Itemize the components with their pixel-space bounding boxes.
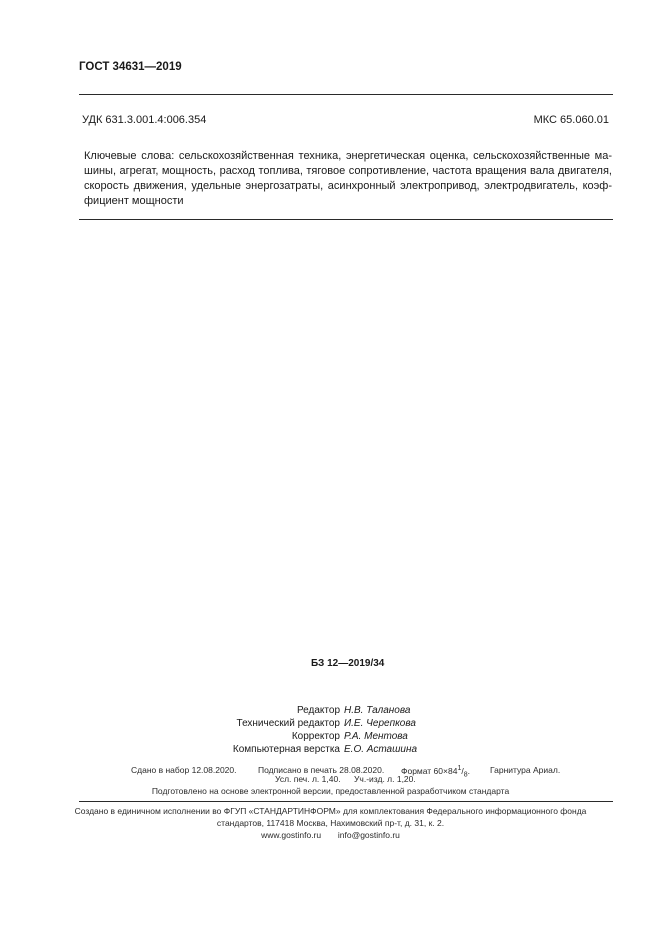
credit-name: И.Е. Черепкова <box>344 718 416 729</box>
document-code: ГОСТ 34631—2019 <box>79 61 182 73</box>
imprint-typeface: Гарнитура Ариал. <box>490 765 561 775</box>
keywords-divider <box>79 219 613 220</box>
format-denominator: 8 <box>463 771 468 779</box>
format-slash: / <box>461 765 464 776</box>
footer-address: стандартов, 117418 Москва, Нахимовский пр-т, д. 31, к. 2. <box>216 818 445 828</box>
mks-code: МКС 65.060.01 <box>533 114 609 126</box>
format-prefix: Формат 60×84 <box>401 765 458 776</box>
credit-name: Е.О. Асташина <box>344 744 418 755</box>
credit-role: Технический редактор <box>236 718 340 729</box>
keywords-line: фициент мощности <box>84 195 184 207</box>
footer-line: Создано в единичном исполнении во ФГУП «СТАНДАРТИНФОРМ» для комплектования Федерального информационного фонда <box>74 806 587 816</box>
imprint-pub-sheets: Уч.-изд. л. 1,20. <box>354 774 416 784</box>
imprint-submitted: Сдано в набор 12.08.2020. <box>131 765 237 775</box>
credit-name: Н.В. Таланова <box>344 705 411 716</box>
bz-number: БЗ 12—2019/34 <box>311 658 385 669</box>
top-divider <box>79 94 613 95</box>
imprint-signed: Подписано в печать 28.08.2020. <box>258 765 385 775</box>
credit-name: Р.А. Ментова <box>344 731 408 742</box>
keywords-line: скорость движения, удельные энергозатраты, асинхронный электропривод, электродвигатель, коэф- <box>84 180 612 192</box>
imprint-print-sheets: Усл. печ. л. 1,40. <box>275 774 341 784</box>
website-link[interactable]: www.gostinfo.ru <box>261 830 322 840</box>
keywords-line: Ключевые слова: сельскохозяйственная техника, энергетическая оценка, сельскохозяйственные ма- <box>84 150 612 162</box>
footer-contacts <box>0 830 661 840</box>
credit-role: Компьютерная верстка <box>232 744 340 755</box>
udk-code: УДК 631.3.001.4:006.354 <box>82 114 207 126</box>
credit-role: Редактор <box>296 705 340 716</box>
keywords-paragraph <box>84 149 612 209</box>
format-suffix: . <box>467 765 470 776</box>
footer-divider <box>79 801 613 802</box>
credit-role: Корректор <box>291 731 340 742</box>
keywords-line: шины, агрегат, мощность, расход топлива, тяговое сопротивление, частота вращения вала двигателя, <box>84 165 612 177</box>
format-numerator: 1 <box>457 765 462 772</box>
email-link[interactable]: info@gostinfo.ru <box>337 830 400 840</box>
imprint-prepared: Подготовлено на основе электронной версии, предоставленной разработчиком стандарта <box>151 786 510 796</box>
